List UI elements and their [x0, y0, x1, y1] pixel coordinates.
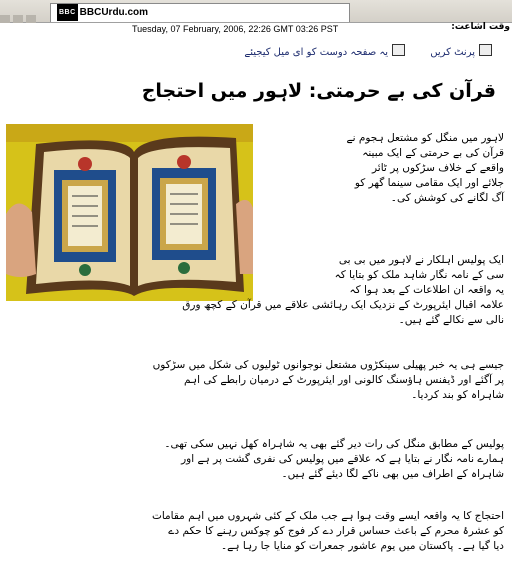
tab-strip-icons	[0, 8, 48, 16]
article-paragraph: لاہور میں منگل کو مشتعل ہجوم نے قرآن کی بے حرمتی کے ایک مبینہ واقعے کے خلاف سڑکوں پر ٹائر جلائے اور ایک مقامی سینما گھر کو آگ لگانے کی کوشش کی۔	[346, 132, 504, 204]
printer-icon	[479, 44, 492, 56]
tab-title: BBCUrdu.com	[79, 7, 149, 18]
page-title: قرآن کی بے حرمتی: لاہور میں احتجاج	[141, 80, 496, 102]
publish-date	[0, 22, 512, 36]
print-button[interactable]	[430, 47, 492, 58]
browser-tab[interactable]	[50, 3, 350, 22]
bbc-logo: BBC	[57, 4, 78, 21]
email-button[interactable]	[244, 47, 405, 58]
article-paragraph: جیسے ہی یہ خبر پھیلی سینکڑوں مشتعل نوجوانوں ٹولیوں کی شکل میں سڑکوں پر آگئے اور ڈیفنس ہاؤسنگ کالونی اور ایئرپورٹ کے درمیان رابطے کی اہم شاہراہ کو بند کردیا۔	[152, 359, 504, 401]
article-paragraph: ایک پولیس اہلکار نے لاہور میں بی بی سی کے نامہ نگار شاہد ملک کو بتایا کہ یہ واقعہ ان اطلاعات کے بعد ہوا کہ علامہ اقبال ایئرپورٹ کے نزدیک ایک رہائشی علاقے میں قرآن کے کچھ ورق نالی سے نکالے گئے ہیں۔	[182, 254, 504, 326]
article-paragraph: احتجاج کا یہ واقعہ ایسے وقت ہوا ہے جب ملک کے کئی شہروں میں اہم مقامات کو عشرۂ محرم کے باعث حساس قرار دے کر فوج کو چوکس رہنے کا حکم دے دیا گیا ہے۔ پاکستان میں یوم عاشور جمعرات کو منایا جا رہا ہے۔	[151, 510, 504, 552]
envelope-icon	[392, 44, 405, 56]
article-paragraph: پولیس کے مطابق منگل کی رات دیر گئے بھی یہ شاہراہ کھل نہیں سکی تھی۔ ہمارے نامہ نگار نے بتایا ہے کہ علاقے میں پولیس کی نفری گشت پر ہے اور شاہراہ کے اطراف میں بھی ناکے لگا دیئے گئے ہیں۔	[164, 438, 504, 480]
publish-date-text: Tuesday, 07 February, 2006, 22:26 GMT 03:26 PST	[132, 24, 339, 34]
page-tools	[222, 44, 492, 58]
publish-date-label: وقت اشاعت:	[451, 22, 510, 32]
print-label: پرنٹ کریں	[430, 47, 475, 58]
email-label: یہ صفحہ دوست کو ای میل کیجیئے	[244, 47, 389, 58]
browser-tab-bar	[0, 0, 512, 23]
